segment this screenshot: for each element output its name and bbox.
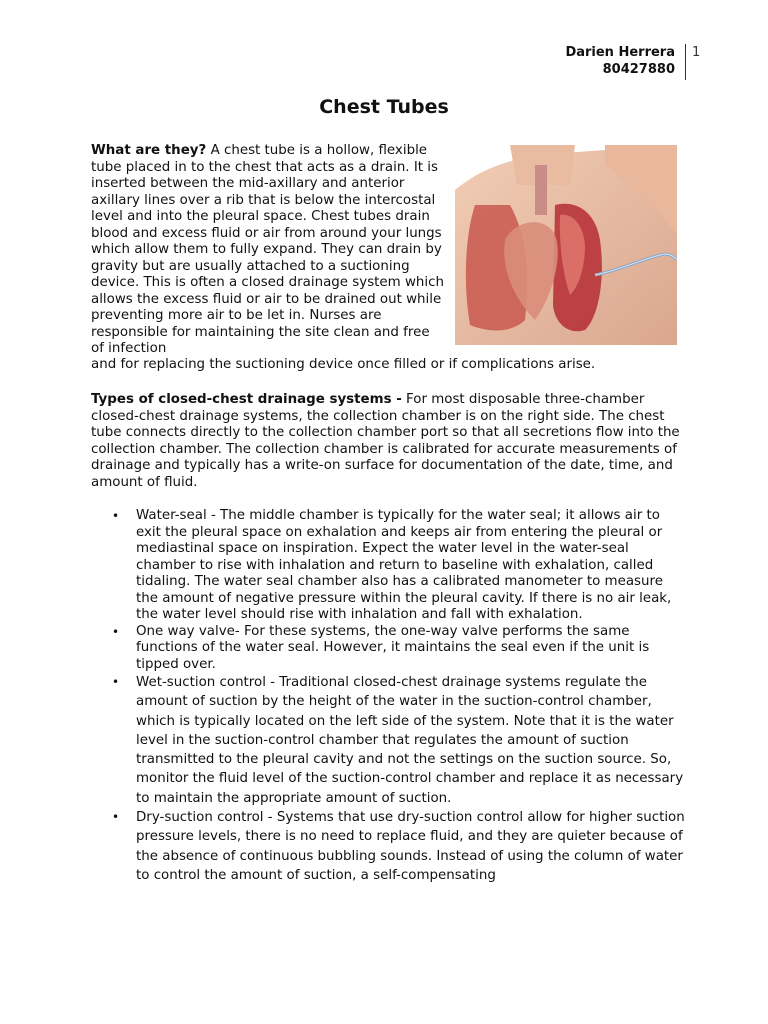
list-item-dry-suction <box>91 808 689 885</box>
intro-text: A chest tube is a hollow, flexible tube placed in to the chest that acts as a drain. It is inserted between the mid-axillary and anterior axillary lines over a rib that is below the intercostal level and into the pleural space. Chest tubes drain blood and excess fluid or air from around your lungs which allow them to fully expand. They can drain by gravity but are usually attached to a suctioning device. This is often a closed drainage system which allows the excess fluid or air to be drained out while preventing more air to be let in. Nurses are responsible for maintaining the site clean and free of infection <box>91 143 444 356</box>
bullet-dot: • <box>112 509 120 523</box>
intro-paragraph <box>91 143 446 358</box>
list-item-one-way-valve <box>91 624 689 674</box>
intro-lead: What are they? <box>91 143 207 158</box>
page-number: 1 <box>692 45 701 60</box>
list-item-text: Dry-suction control - Systems that use dry-suction control allow for higher suction pressure levels, there is no need to replace fluid, and they are quieter because of the absence of continuous bubbling sounds. Instead of using the column of water to control the amount of suction, a self-compensating <box>136 810 685 883</box>
page-title: Chest Tubes <box>319 96 449 118</box>
types-lead: Types of closed-chest drainage systems - <box>91 392 402 407</box>
list-item-wet-suction <box>91 673 689 808</box>
bullet-dot: • <box>112 675 120 689</box>
list-item-water-seal <box>91 508 689 624</box>
types-paragraph <box>91 392 681 491</box>
list-item-text: Wet-suction control - Traditional closed-chest drainage systems regulate the amount of suction by the height of the water in the suction-control chamber, which is typically located on the left side of the system. Note that it is the water level in the suction-control chamber that regulates the amount of suction transmitted to the pleural cavity and not the settings on the suction source. So, monitor the fluid level of the suction-control chamber and replace it as necessary to maintain the appropriate amount of suction. <box>136 675 684 806</box>
page-header <box>565 44 686 80</box>
author-name: Darien Herrera <box>565 45 675 60</box>
student-id: 80427880 <box>602 62 675 77</box>
intro-paragraph-end: and for replacing the suctioning device once filled or if complications arise. <box>91 357 596 372</box>
drainage-types-list <box>91 508 689 885</box>
list-item-text: One way valve- For these systems, the one-way valve performs the same functions of the water seal. However, it maintains the seal even if the unit is tipped over. <box>136 623 650 672</box>
list-item-text: Water-seal - The middle chamber is typically for the water seal; it allows air to exit the pleural space on exhalation and keeps air from entering the pleural or mediastinal space on inspiration. Expect the water level in the water-seal chamber to rise with inhalation and return to baseline with exhalation, called tidaling. The water seal chamber also has a calibrated manometer to measure the amount of negative pressure within the pleural cavity. If there is no air leak, the water level should rise with inhalation and fall with exhalation. <box>136 508 672 622</box>
bullet-dot: • <box>112 624 120 639</box>
types-text: For most disposable three-chamber closed-chest drainage systems, the collection chamber is on the right side. The chest tube connects directly to the collection chamber port so that all secretions flow into the collection chamber. The collection chamber is calibrated for accurate measurements of drainage and typically has a write-on surface for documentation of the date, time, and amount of fluid. <box>91 392 680 490</box>
chest-tube-illustration <box>455 145 677 345</box>
bullet-dot: • <box>112 810 120 825</box>
